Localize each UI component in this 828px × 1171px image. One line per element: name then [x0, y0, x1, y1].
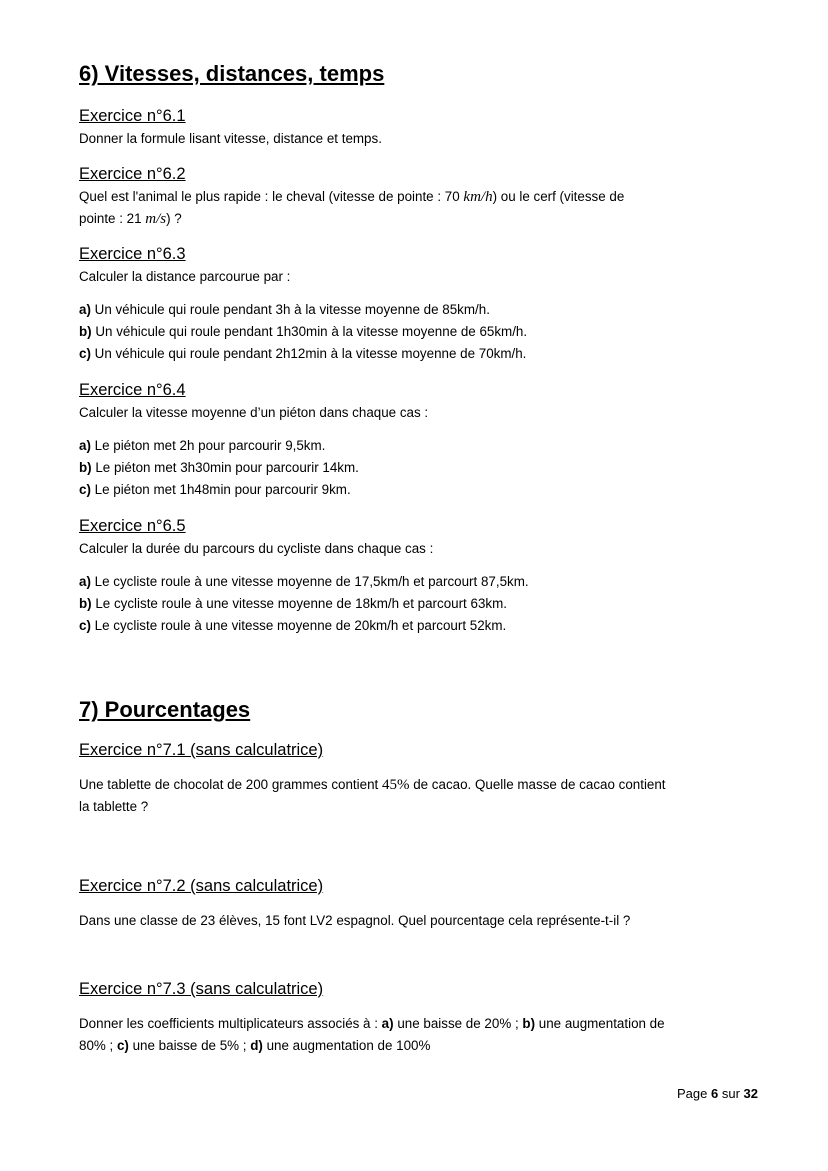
exercise-6-4-item-b: b) Le piéton met 3h30min pour parcourir 14km. [79, 460, 359, 475]
exercise-6-3-intro: Calculer la distance parcourue par : [79, 269, 291, 284]
exercise-6-2-line-2: pointe : 21 m/s) ? [79, 211, 182, 227]
exercise-6-1-text: Donner la formule lisant vitesse, distance et temps. [79, 131, 382, 146]
exercise-6-2-title: Exercice n°6.2 [79, 165, 186, 183]
percent-value: 45% [381, 777, 410, 793]
page-number: Page 6 sur 32 [677, 1086, 758, 1101]
exercise-7-2-text: Dans une classe de 23 élèves, 15 font LV2 espagnol. Quel pourcentage cela représente-t-il ? [79, 913, 631, 928]
exercise-6-5-title: Exercice n°6.5 [79, 517, 186, 535]
exercise-6-3-title: Exercice n°6.3 [79, 245, 186, 263]
exercise-6-3-item-a: a) Un véhicule qui roule pendant 3h à la vitesse moyenne de 85km/h. [79, 302, 490, 317]
exercise-6-5-item-a: a) Le cycliste roule à une vitesse moyenne de 17,5km/h et parcourt 87,5km. [79, 574, 529, 589]
exercise-7-3-line-1: Donner les coefficients multiplicateurs associés à : a) une baisse de 20% ; b) une augmentation de [79, 1016, 665, 1031]
exercise-6-4-intro: Calculer la vitesse moyenne d’un piéton dans chaque cas : [79, 405, 429, 420]
unit-km-h: km/h [463, 189, 493, 205]
section-6-heading: 6) Vitesses, distances, temps [79, 61, 385, 86]
exercise-6-5-item-c: c) Le cycliste roule à une vitesse moyenne de 20km/h et parcourt 52km. [79, 618, 507, 633]
exercise-6-5-intro: Calculer la durée du parcours du cycliste dans chaque cas : [79, 541, 434, 556]
exercise-6-4-item-c: c) Le piéton met 1h48min pour parcourir 9km. [79, 482, 351, 497]
exercise-7-3-title: Exercice n°7.3 (sans calculatrice) [79, 980, 324, 998]
exercise-6-1-title: Exercice n°6.1 [79, 107, 186, 125]
section-7-heading: 7) Pourcentages [79, 697, 251, 722]
exercise-6-4-title: Exercice n°6.4 [79, 381, 186, 399]
exercise-7-1-line-2: la tablette ? [79, 799, 149, 814]
unit-m-s: m/s [145, 211, 167, 227]
exercise-6-4-item-a: a) Le piéton met 2h pour parcourir 9,5km. [79, 438, 326, 453]
exercise-6-5-item-b: b) Le cycliste roule à une vitesse moyenne de 18km/h et parcourt 63km. [79, 596, 507, 611]
exercise-6-2-line-1: Quel est l'animal le plus rapide : le cheval (vitesse de pointe : 70 km/h) ou le cerf (vitesse de [79, 189, 625, 205]
exercise-6-3-item-c: c) Un véhicule qui roule pendant 2h12min à la vitesse moyenne de 70km/h. [79, 346, 527, 361]
exercise-7-3-line-2: 80% ; c) une baisse de 5% ; d) une augmentation de 100% [79, 1038, 431, 1053]
exercise-7-1-title: Exercice n°7.1 (sans calculatrice) [79, 741, 324, 759]
exercise-7-2-title: Exercice n°7.2 (sans calculatrice) [79, 877, 324, 895]
exercise-6-3-item-b: b) Un véhicule qui roule pendant 1h30min à la vitesse moyenne de 65km/h. [79, 324, 528, 339]
exercise-7-1-line-1: Une tablette de chocolat de 200 grammes contient 45% de cacao. Quelle masse de cacao contient [79, 777, 666, 793]
